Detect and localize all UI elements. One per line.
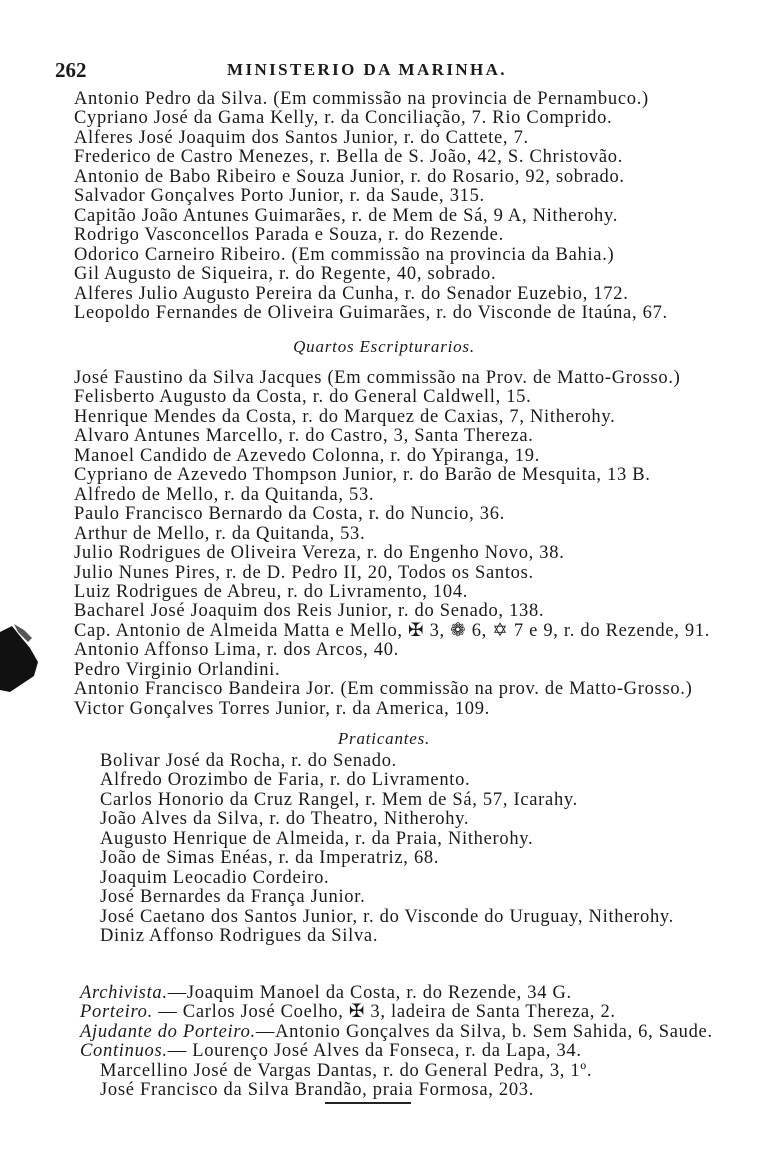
list-item: José Caetano dos Santos Junior, r. do Visconde do Uruguay, Nitherohy. bbox=[100, 906, 674, 927]
list-item: Felisberto Augusto da Costa, r. do General Caldwell, 15. bbox=[74, 387, 532, 408]
entry-label: Archivista. bbox=[80, 983, 168, 1003]
list-item: Cypriano de Azevedo Thompson Junior, r. do Barão de Mesquita, 13 B. bbox=[74, 465, 651, 486]
list-item: José Faustino da Silva Jacques (Em commissão na Prov. de Matto-Grosso.) bbox=[74, 368, 681, 388]
entry-label: Continuos. bbox=[80, 1041, 168, 1062]
list-item: Antonio Pedro da Silva. (Em commissão na provincia de Pernambuco.) bbox=[74, 89, 649, 109]
list-item: Luiz Rodrigues de Abreu, r. do Livramento, 104. bbox=[74, 581, 469, 602]
porteiro-entry bbox=[0, 1003, 768, 1022]
section-quartos-escripturarios bbox=[0, 337, 768, 719]
ajudante-entry bbox=[0, 1023, 768, 1042]
running-title: MINISTERIO DA MARINHA. bbox=[227, 60, 507, 79]
archivista-entry bbox=[0, 984, 768, 1003]
section-heading: Quartos Escripturarios. bbox=[293, 337, 475, 356]
section-praticantes bbox=[0, 729, 768, 947]
list-item: Odorico Carneiro Ribeiro. (Em commissão na provincia da Bahia.) bbox=[74, 244, 615, 265]
entry-label: Ajudante do Porteiro. bbox=[80, 1021, 256, 1042]
list-item: Antonio Francisco Bandeira Jor. (Em commissão na prov. de Matto-Grosso.) bbox=[74, 679, 693, 700]
list-item: João Alves da Silva, r. do Theatro, Nitherohy. bbox=[100, 809, 470, 830]
entry-label: Porteiro. bbox=[80, 1002, 153, 1023]
list-item: Alvaro Antunes Marcello, r. do Castro, 3, Santa Thereza. bbox=[74, 426, 534, 447]
staff-section bbox=[0, 984, 768, 1101]
list-item: José Francisco da Silva Brandão, praia Formosa, 203. bbox=[100, 1080, 535, 1101]
list-item: Julio Rodrigues de Oliveira Vereza, r. do Engenho Novo, 38. bbox=[74, 543, 565, 564]
list-item: Arthur de Mello, r. da Quitanda, 53. bbox=[74, 523, 366, 544]
list-item: Diniz Affonso Rodrigues da Silva. bbox=[100, 926, 379, 947]
entry-text: — Lourenço José Alves da Fonseca, r. da Lapa, 34. bbox=[167, 1041, 582, 1062]
page-number: 262 bbox=[55, 58, 87, 82]
list-item: João de Simas Enéas, r. da Imperatriz, 68. bbox=[100, 848, 440, 869]
list-item: Bacharel José Joaquim dos Reis Junior, r. do Senado, 138. bbox=[74, 601, 545, 622]
list-item: Alfredo Orozimbo de Faria, r. do Livramento. bbox=[100, 770, 471, 791]
entry-text: —Joaquim Manoel da Costa, r. do Rezende, 34 G. bbox=[167, 983, 572, 1003]
list-item: Paulo Francisco Bernardo da Costa, r. do Nuncio, 36. bbox=[74, 504, 505, 525]
list-item: Gil Augusto de Siqueira, r. do Regente, 40, sobrado. bbox=[74, 264, 497, 285]
list-item: Rodrigo Vasconcellos Parada e Souza, r. do Rezende. bbox=[74, 225, 504, 246]
list-item: Alferes José Joaquim dos Santos Junior, r. do Cattete, 7. bbox=[74, 127, 529, 148]
list-item: Carlos Honorio da Cruz Rangel, r. Mem de Sá, 57, Icarahy. bbox=[100, 789, 578, 810]
page-header bbox=[55, 58, 735, 82]
list-item: José Bernardes da França Junior. bbox=[100, 887, 366, 908]
list-item: Alferes Julio Augusto Pereira da Cunha, r. do Senador Euzebio, 172. bbox=[74, 283, 629, 304]
list-item: Marcellino José de Vargas Dantas, r. do General Pedra, 3, 1º. bbox=[100, 1060, 593, 1081]
list-item: Pedro Virginio Orlandini. bbox=[74, 659, 281, 680]
closing-rule bbox=[325, 1102, 411, 1104]
list-item: Capitão João Antunes Guimarães, r. de Mem de Sá, 9 A, Nitherohy. bbox=[74, 205, 619, 226]
list-item: Frederico de Castro Menezes, r. Bella de S. João, 42, S. Christovão. bbox=[74, 147, 624, 168]
section-heading: Praticantes. bbox=[337, 729, 431, 748]
list-item: Leopoldo Fernandes de Oliveira Guimarães, r. do Visconde de Itaúna, 67. bbox=[74, 302, 668, 323]
entry-text: —Antonio Gonçalves da Silva, b. Sem Sahida, 6, Saude. bbox=[255, 1021, 713, 1042]
list-item: Salvador Gonçalves Porto Junior, r. da Saude, 315. bbox=[74, 186, 485, 207]
list-item: Julio Nunes Pires, r. de D. Pedro II, 20, Todos os Santos. bbox=[74, 562, 534, 583]
entry-text: — Carlos José Coelho, ✠ 3, ladeira de Santa Thereza, 2. bbox=[152, 1002, 616, 1023]
list-item: Cypriano José da Gama Kelly, r. da Conciliação, 7. Rio Comprido. bbox=[74, 108, 613, 129]
scan-blot-icon bbox=[0, 622, 42, 694]
list-item: Augusto Henrique de Almeida, r. da Praia, Nitherohy. bbox=[100, 828, 534, 849]
list-item: Antonio de Babo Ribeiro e Souza Junior, r. do Rosario, 92, sobrado. bbox=[74, 166, 625, 187]
list-item: Antonio Affonso Lima, r. dos Arcos, 40. bbox=[74, 640, 400, 661]
list-item: Joaquim Leocadio Cordeiro. bbox=[100, 867, 330, 888]
list-item: Victor Gonçalves Torres Junior, r. da America, 109. bbox=[74, 698, 490, 719]
list-item: Cap. Antonio de Almeida Matta e Mello, ✠ 3, ❁ 6, ✡ 7 e 9, r. do Rezende, 91. bbox=[74, 620, 711, 641]
section-escripturarios-continued bbox=[0, 90, 768, 323]
continuos-entry bbox=[0, 1042, 768, 1061]
list-item: Henrique Mendes da Costa, r. do Marquez de Caxias, 7, Nitherohy. bbox=[74, 406, 616, 427]
list-item: Bolivar José da Rocha, r. do Senado. bbox=[100, 751, 397, 771]
list-item: Manoel Candido de Azevedo Colonna, r. do Ypiranga, 19. bbox=[74, 445, 540, 466]
list-item: Alfredo de Mello, r. da Quitanda, 53. bbox=[74, 484, 375, 505]
